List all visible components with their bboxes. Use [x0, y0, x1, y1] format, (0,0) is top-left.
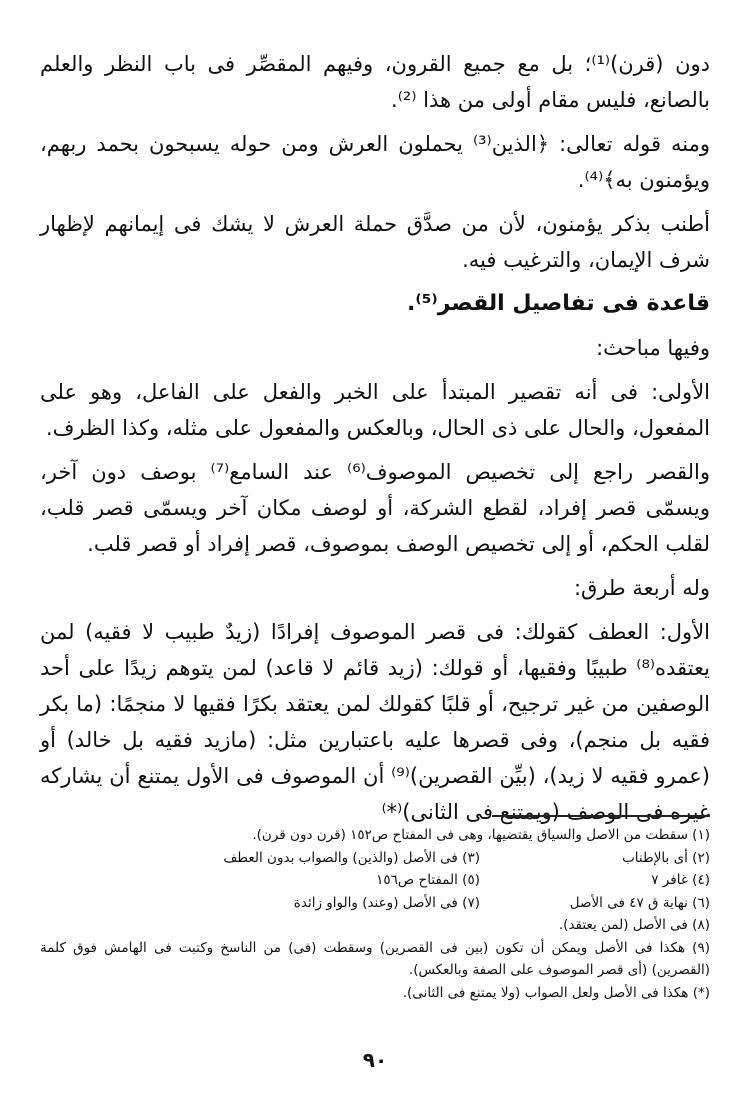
page-number: ٩٠ — [362, 1048, 388, 1072]
footnote-6: (٦) نهاية ق ٤٧ فى الأصل — [569, 894, 710, 911]
footnote-row — [40, 892, 710, 915]
footnote-row — [40, 847, 710, 870]
paragraph-1: دون (قرن)⁽¹⁾؛ بل مع جميع القرون، وفيهم المقصِّر فى باب النظر والعلم بالصانع، فليس مقام أولى من هذا ⁽²⁾. — [40, 52, 710, 112]
paragraph-8: وله أربعة طرق: — [573, 576, 710, 600]
footnote-3: (٣) فى الأصل (والذين) والصواب بدون العطف — [223, 849, 480, 866]
footnotes — [40, 824, 710, 1004]
paragraph-3: أطنب بذكر يؤمنون، لأن من صدَّق حملة العرش لا يشك فى إيمانهم لإظهار شرف الإيمان، والترغيب فيه. — [40, 212, 710, 272]
footnote-9: (٩) هكذا فى الأصل ويمكن أن تكون (بين فى القصرين) وسقطت (فى) من الناسخ وكتبت فى الهامش فوق كلمة (القصرين) (أى قصر الموصوف على الصفة وبالعكس). — [40, 939, 710, 978]
footnote-row — [40, 869, 710, 892]
paragraph-7: والقصر راجع إلى تخصيص الموصوف⁽⁶⁾ عند السامع⁽⁷⁾ بوصف دون آخر، ويسمّى قصر إفراد، لقطع الشركة، أو لوصف مكان آخر ويسمّى قصر قلب، لقلب الحكم، أو إلى تخصيص الوصف بموصوف، قصر إفراد أو قصر قلب. — [40, 460, 710, 556]
section-heading: قاعدة فى تفاصيل القصر⁽⁵⁾. — [407, 291, 710, 316]
footnote-5: (٥) المفتاح ص١٥٦ — [376, 872, 480, 888]
footnote-divider — [492, 815, 710, 817]
paragraph-2-quran-verse: ومنه قوله تعالى: ﴿الذين⁽³⁾ يحملون العرش ومن حوله يسبحون بحمد ربهم، ويؤمنون به﴾⁽⁴⁾. — [40, 132, 710, 192]
footnote-1: (١) سقطت من الاصل والسياق يقتضيها، وهى فى المفتاح ص١٥٢ (قرن دون قرن). — [252, 827, 710, 843]
paragraph-9: الأول: العطف كقولك: فى قصر الموصوف إفرادًا (زيدٌ طبيب لا فقيه) لمن يعتقده⁽⁸⁾ طبيبًا وفقيها، أو قولك: (زيد قائم لا قاعد) لمن يتوهم زيدًا على أحد الوصفين من غير ترجيح، أو قلبًا كقولك لمن يعتقد بكرًا فقيها لا منجمًا: (ما بكر فقيه بل منجم)، وفى قصرها عليه باعتبارين مثل: (مازيد فقيه بل خالد) أو (عمرو فقيه لا زيد)، (بيِّن القصرين)⁽⁹⁾ أن الموصوف فى الأول يمتنع أن يشاركه غيره فى الوصف (ويمتنع فى الثانى)⁽*⁾ — [40, 620, 710, 824]
footnote-star: (*) هكذا فى الأصل ولعل الصواب (ولا يمتنع فى الثانى). — [402, 984, 710, 1001]
footnote-4: (٤) غافر ٧ — [651, 872, 710, 888]
main-text — [40, 46, 710, 838]
footnote-2: (٢) أى بالإطناب — [622, 849, 710, 866]
paragraph-5: وفيها مباحث: — [596, 336, 710, 360]
footnote-8: (٨) فى الأصل (لمن يعتقد). — [558, 917, 710, 933]
paragraph-6: الأولى: فى أنه تقصير المبتدأ على الخبر والفعل على الفاعل، وهو على المفعول، والحال على ذى الحال، وبالعكس والمفعول على مثله، وكذا الظرف. — [40, 380, 710, 440]
footnote-7: (٧) فى الأصل (وعند) والواو زائدة — [293, 894, 480, 911]
